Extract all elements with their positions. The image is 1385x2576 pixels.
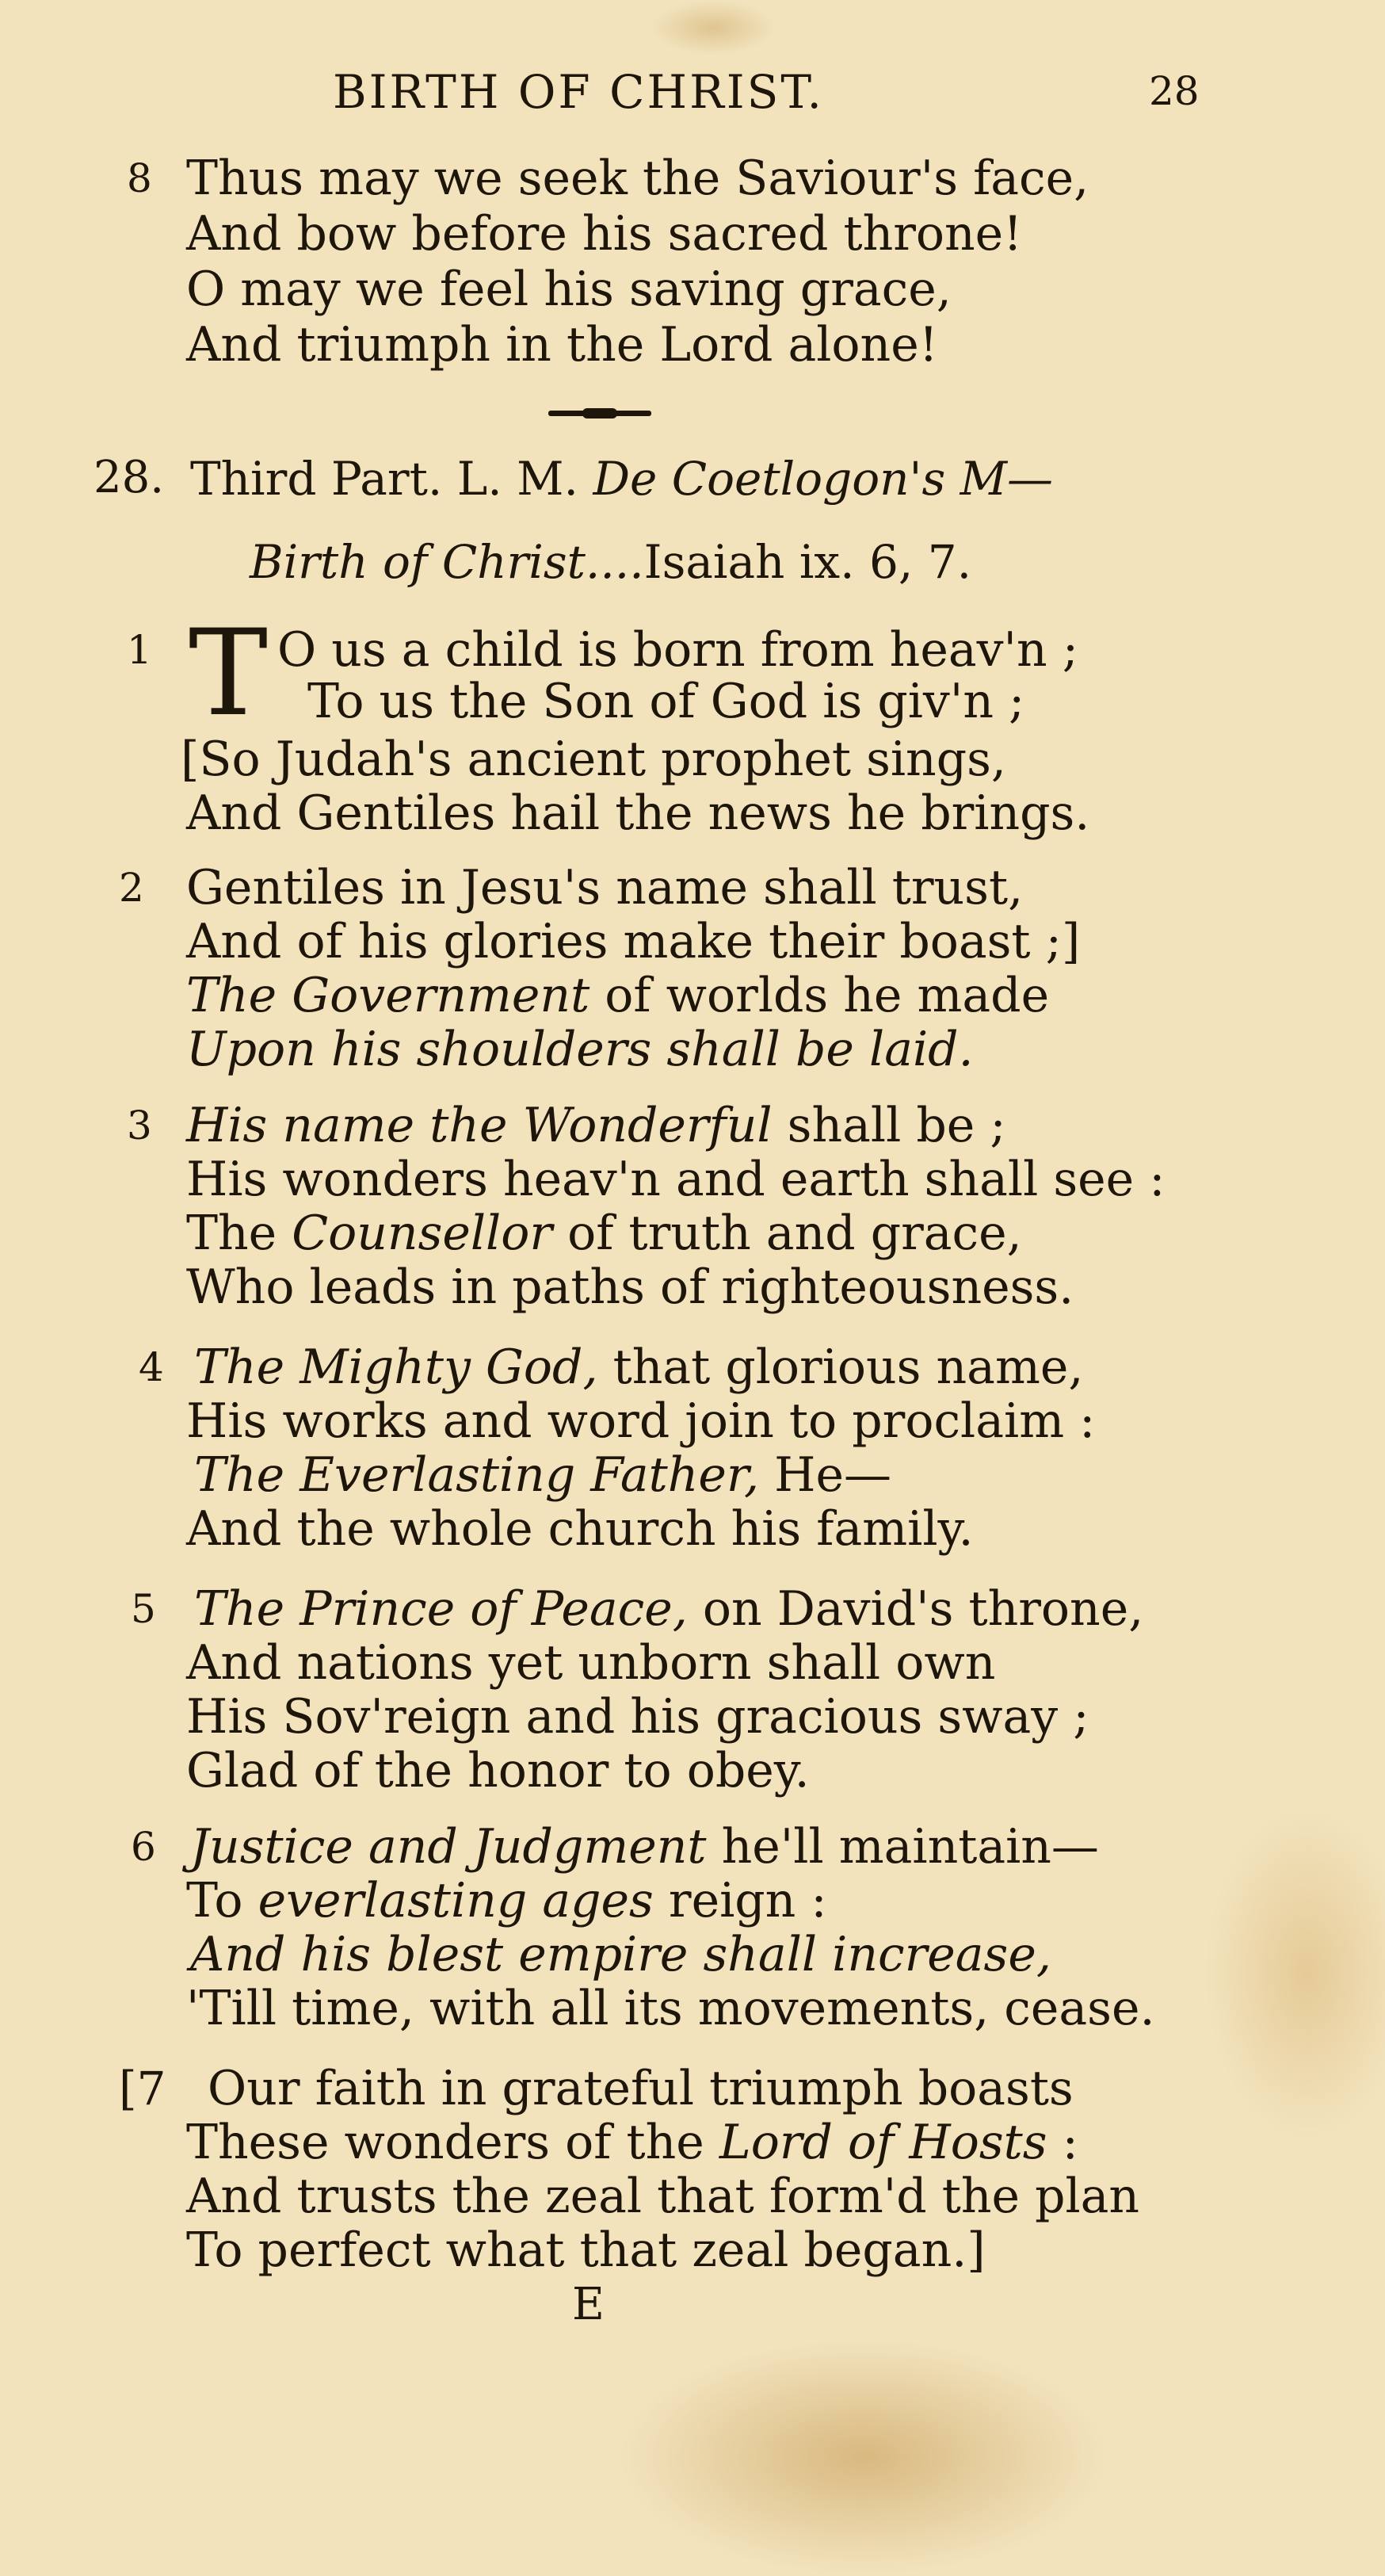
stanza-line: His name the Wonderful shall be ; — [186, 1098, 1006, 1153]
stanza-number: 3 — [127, 1103, 152, 1148]
stanza-line: O may we feel his saving grace, — [186, 262, 952, 317]
stanza-line: His wonders heav'n and earth shall see : — [186, 1152, 1166, 1207]
hymn-heading — [0, 452, 1385, 507]
running-head — [0, 65, 1385, 128]
stanza-line: And trusts the zeal that form'd the plan — [186, 2169, 1140, 2224]
stanza-line: Thus may we seek the Saviour's face, — [186, 151, 1089, 206]
stanza-line: Justice and Judgment he'll maintain— — [190, 1819, 1099, 1875]
stanza-number: 5 — [131, 1586, 156, 1632]
stanza-line: To perfect what that zeal began.] — [186, 2222, 986, 2278]
hymn-number: 28. — [93, 452, 165, 503]
stanza-line: And triumph in the Lord alone! — [186, 317, 938, 373]
hymn-subtitle-title: Birth of Christ.... — [250, 535, 644, 589]
stanza-line: And bow before his sacred throne! — [186, 206, 1023, 262]
stanza-number: 2 — [119, 865, 144, 911]
stanza-line: O us a child is born from heav'n ; — [277, 622, 1078, 678]
stanza-line: Glad of the honor to obey. — [186, 1743, 810, 1798]
page-number: 28 — [1149, 68, 1200, 114]
stanza-line: The Everlasting Father, He— — [194, 1447, 891, 1503]
stanza-line: And of his glories make their boast ;] — [186, 914, 1081, 969]
stanza-line: And Gentiles hail the news he brings. — [186, 785, 1090, 841]
stanza-line: Our faith in grateful triumph boasts — [208, 2061, 1074, 2116]
stanza-line: To everlasting ages reign : — [186, 1873, 827, 1928]
hymn-tune: De Coetlogon's M— — [593, 452, 1054, 506]
signature-mark: E — [572, 2279, 605, 2330]
hymn-scripture-ref: Isaiah ix. 6, 7. — [643, 535, 972, 589]
section-divider-ornament — [582, 408, 617, 419]
stanza-line: Gentiles in Jesu's name shall trust, — [186, 860, 1024, 915]
stanza-number: 6 — [131, 1824, 156, 1870]
stanza-line: His works and word join to proclaim : — [186, 1393, 1096, 1449]
stanza-line: The Prince of Peace, on David's throne, — [194, 1581, 1144, 1637]
stanza-line: The Mighty God, that glorious name, — [194, 1340, 1084, 1395]
stanza-number: 8 — [127, 155, 152, 201]
stanza-line: And the whole church his family. — [186, 1501, 974, 1557]
stanza-line: [So Judah's ancient prophet sings, — [181, 732, 1006, 787]
stanza-line: The Government of worlds he made — [186, 968, 1050, 1023]
hymn-subtitle — [250, 535, 971, 589]
hymn-part: Third Part. L. M. — [190, 452, 578, 506]
drop-capital: T — [189, 605, 269, 743]
hymn-meter — [190, 452, 1053, 506]
stanza-line: And his blest empire shall increase, — [190, 1927, 1051, 1982]
stanza-line: These wonders of the Lord of Hosts : — [186, 2115, 1078, 2170]
stanza-line: Who leads in paths of righteousness. — [186, 1259, 1074, 1315]
stanza-number: [7 — [119, 2062, 166, 2115]
running-head-title: BIRTH OF CHRIST. — [333, 65, 824, 119]
stanza-line: The Counsellor of truth and grace, — [186, 1206, 1022, 1261]
stanza-line: To us the Son of God is giv'n ; — [307, 674, 1025, 729]
stanza-line: 'Till time, with all its movements, cease. — [186, 1981, 1155, 2036]
stanza-line: His Sov'reign and his gracious sway ; — [186, 1689, 1089, 1745]
stanza-number: 4 — [139, 1344, 164, 1390]
stanza-line: And nations yet unborn shall own — [186, 1635, 996, 1691]
stanza-line: Upon his shoulders shall be laid. — [186, 1022, 974, 1077]
stanza-number: 1 — [127, 627, 152, 673]
